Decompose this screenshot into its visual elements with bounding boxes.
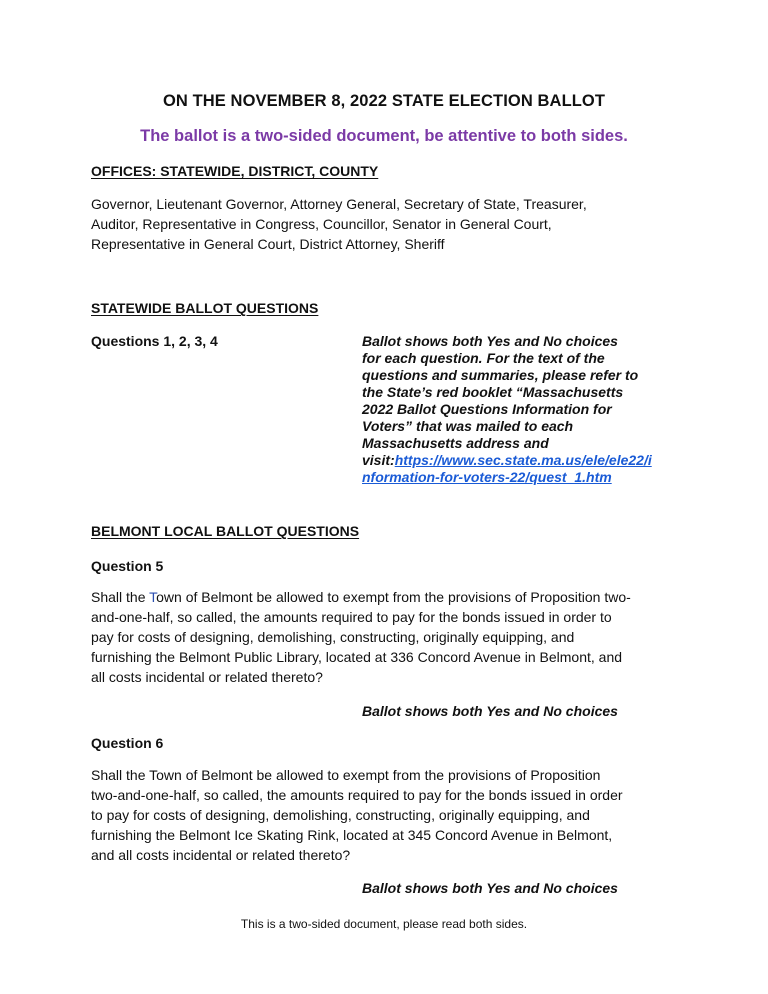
question-5-line: pay for costs of designing, demolishing, constructing, originally equipping, and [91,629,575,645]
question-5-line: and-one-half, so called, the amounts required to pay for the bonds issued in order to [91,609,612,625]
question-5-text [91,587,691,687]
page-footer: This is a two-sided document, please read both sides. [240,917,528,931]
question-6-label: Question 6 [91,735,164,751]
question-5-initial: T [149,589,157,605]
offices-line: Governor, Lieutenant Governor, Attorney General, Secretary of State, Treasurer, [91,196,587,212]
question-5-choice: Ballot shows both Yes and No choices [362,703,618,719]
offices-line: Representative in General Court, District Attorney, Sheriff [91,236,445,252]
question-6-text [91,765,691,865]
statewide-note-line: for each question. For the text of the [362,350,605,366]
question-6-choice: Ballot shows both Yes and No choices [362,880,618,896]
question-5-line1-rest: own of Belmont be allowed to exempt from the provisions of Proposition two- [156,589,631,605]
question-5-line: furnishing the Belmont Public Library, located at 336 Concord Avenue in Belmont, and [91,649,623,665]
question-5-start: Shall the [91,589,150,605]
page-title: ON THE NOVEMBER 8, 2022 STATE ELECTION BALLOT [162,92,606,110]
statewide-note-link-line [362,452,692,469]
question-5-line [91,587,691,607]
offices-line: Auditor, Representative in Congress, Councillor, Senator in General Court, [91,216,552,232]
statewide-heading: STATEWIDE BALLOT QUESTIONS [91,300,319,316]
page-subtitle: The ballot is a two-sided document, be attentive to both sides. [140,127,628,145]
question-6-line: Shall the Town of Belmont be allowed to exempt from the provisions of Proposition [91,767,601,783]
question-6-line: two-and-one-half, so called, the amounts required to pay for the bonds issued in order [91,787,623,803]
statewide-note-line: the State’s red booklet “Massachusetts [362,384,624,400]
offices-heading: OFFICES: STATEWIDE, DISTRICT, COUNTY [91,163,379,179]
statewide-note-line: Ballot shows both Yes and No choices [362,333,618,349]
question-5-line: all costs incidental or related thereto? [91,669,323,685]
statewide-note-link-line [362,469,692,486]
statewide-note-line: 2022 Ballot Questions Information for [362,401,612,417]
statewide-questions-label: Questions 1, 2, 3, 4 [91,333,218,349]
local-heading: BELMONT LOCAL BALLOT QUESTIONS [91,523,360,539]
sec-state-link-part2[interactable]: nformation-for-voters-22/quest_1.htm [362,469,612,485]
question-6-line: and all costs incidental or related thereto? [91,847,351,863]
statewide-note-line: questions and summaries, please refer to [362,367,639,383]
sec-state-link-part1[interactable]: https://www.sec.state.ma.us/ele/ele22/i [394,452,652,468]
statewide-note [362,333,692,486]
statewide-note-line: Voters” that was mailed to each [362,418,574,434]
question-5-label: Question 5 [91,558,164,574]
statewide-note-line: Massachusetts address and [362,435,549,451]
question-6-line: furnishing the Belmont Ice Skating Rink, located at 345 Concord Avenue in Belmont, [91,827,613,843]
offices-list [91,194,691,254]
question-6-line: to pay for costs of designing, demolishing, constructing, originally equipping, and [91,807,590,823]
visit-prefix: visit: [362,452,395,468]
